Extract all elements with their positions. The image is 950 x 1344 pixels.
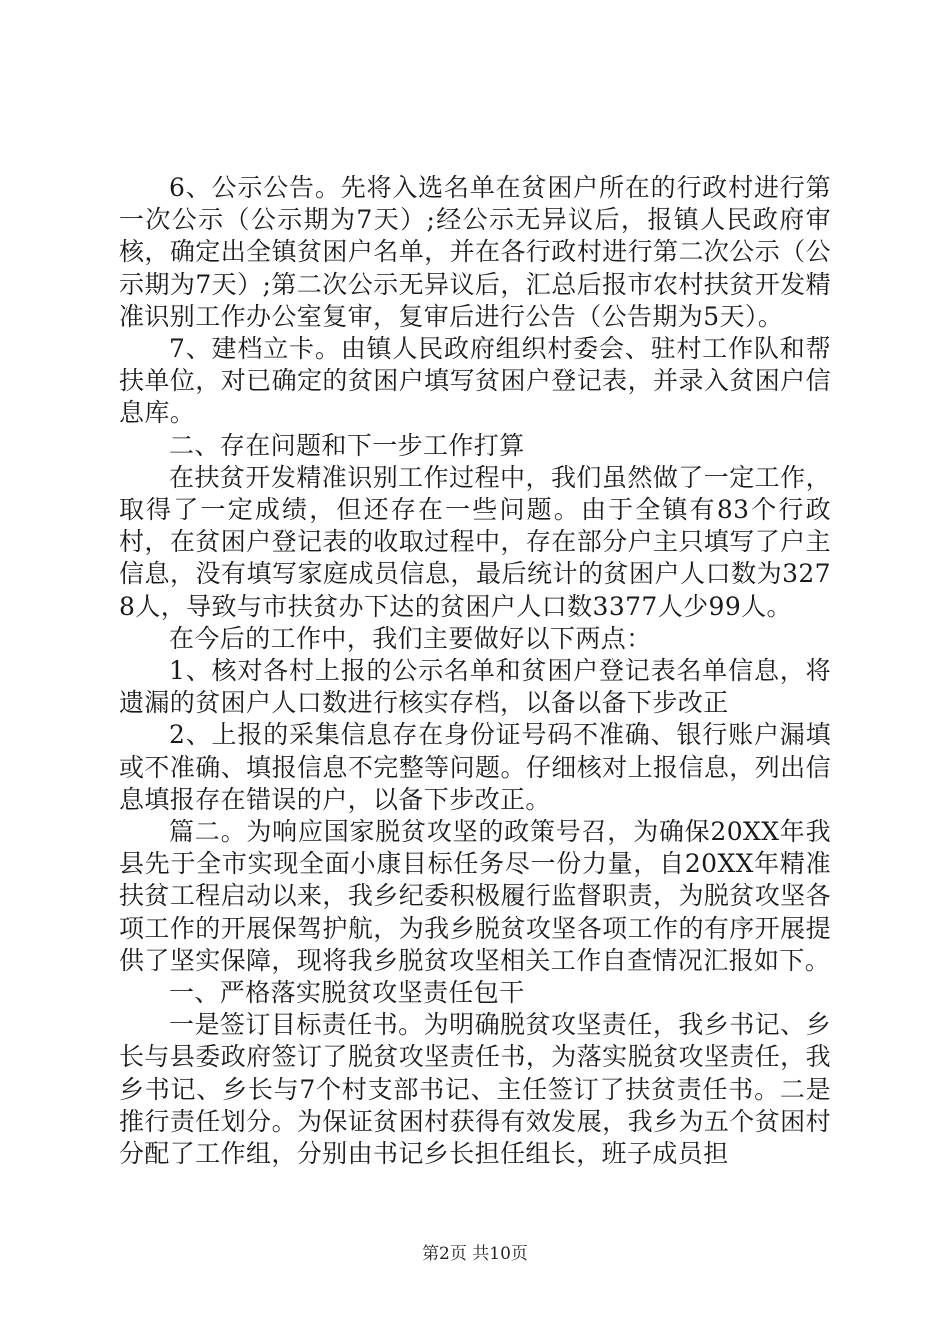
paragraph-point-2: 2、上报的采集信息存在身份证号码不准确、银行账户漏填或不准确、填报信息不完整等问题。仔细核对上报信息，列出信息填报存在错误的户，以备下步改正。 [119,720,831,814]
document-body [119,172,831,1170]
section-heading-problems: 二、存在问题和下一步工作打算 [169,430,525,460]
paragraph-part-two-intro: 篇二。为响应国家脱贫攻坚的政策号召，为确保20XX年我县先于全市实现全面小康目标任务尽一份力量，自20XX年精准扶贫工程启动以来，我乡纪委积极履行监督职责，为脱贫攻坚各项工作的开展保驾护航，为我乡脱贫攻坚各项工作的有序开展提供了坚实保障，现将我乡脱贫攻坚相关工作自查情况汇报如下。 [119,817,831,975]
paragraph-responsibility: 一是签订目标责任书。为明确脱贫攻坚责任，我乡书记、乡长与县委政府签订了脱贫攻坚责任书，为落实脱贫攻坚责任，我乡书记、乡长与7个村支部书记、主任签订了扶贫责任书。二是推行责任划分。为保证贫困村获得有效发展，我乡为五个贫困村分配了工作组，分别由书记乡长担任组长，班子成员担 [119,1010,831,1169]
paragraph-step-6: 6、公示公告。先将入选名单在贫困户所在的行政村进行第一次公示（公示期为7天）;经公示无异议后，报镇人民政府审核，确定出全镇贫困户名单，并在各行政村进行第二次公示（公示期为7天）;第二次公示无异议后，汇总后报市农村扶贫开发精准识别工作办公室复审，复审后进行公告（公告期为5天）。 [119,173,831,331]
paragraph-next-steps-intro: 在今后的工作中，我们主要做好以下两点： [169,623,652,653]
paragraph-problems: 在扶贫开发精准识别工作过程中，我们虽然做了一定工作，取得了一定成绩，但还存在一些问题。由于全镇有83个行政村，在贫困户登记表的收取过程中，存在部分户主只填写了户主信息，没有填写家庭成员信息，最后统计的贫困户人口数为3278人，导致与市扶贫办下达的贫困户人口数3377人少99人。 [119,462,831,621]
paragraph-point-1: 1、核对各村上报的公示名单和贫困户登记表名单信息，将遗漏的贫困户人口数进行核实存档，以备以备下步改正 [119,656,831,718]
section-heading-responsibility: 一、严格落实脱贫攻坚责任包干 [169,978,525,1008]
paragraph-step-7: 7、建档立卡。由镇人民政府组织村委会、驻村工作队和帮扶单位，对已确定的贫困户填写贫困户登记表，并录入贫困户信息库。 [119,334,831,428]
page-number-footer: 第2页 共10页 [422,1244,528,1264]
